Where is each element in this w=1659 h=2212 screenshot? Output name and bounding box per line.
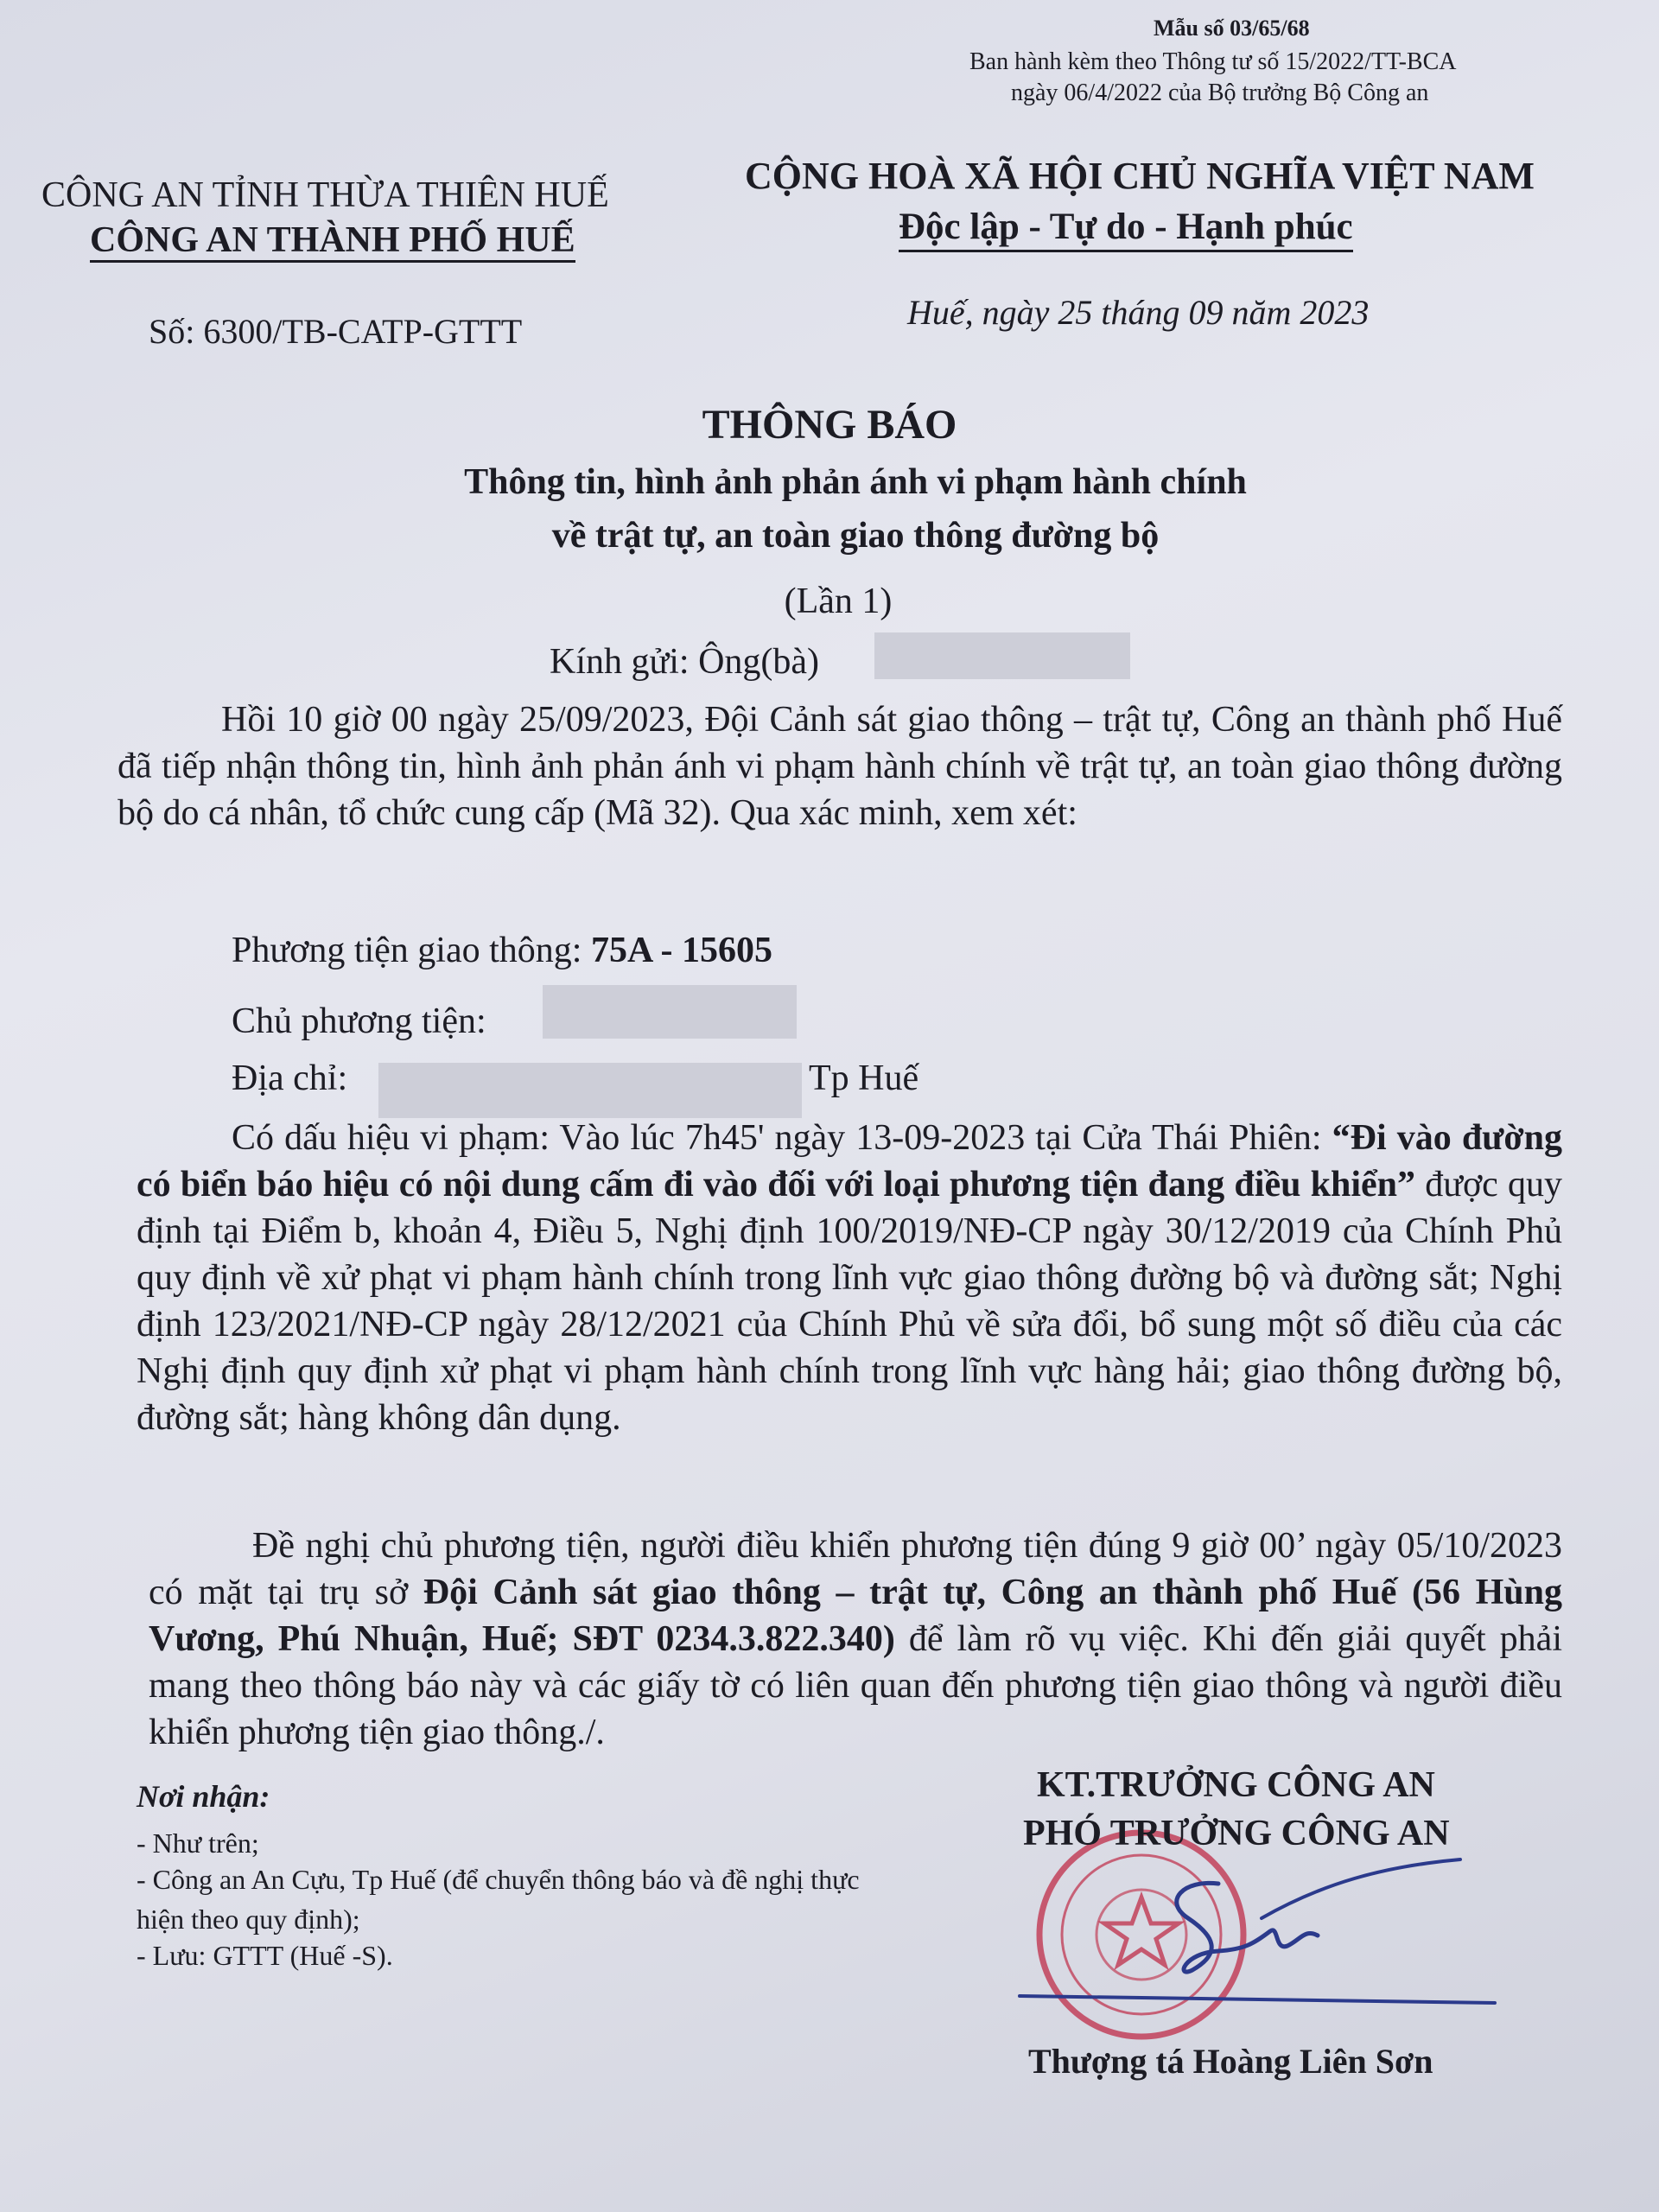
violation-legal-basis: được quy định tại Điểm b, khoản 4, Điều 5, Nghị định 100/2019/NĐ-CP ngày 30/12/2019 của Chính Phủ quy định về xử phạt vi phạm hành chính trong lĩnh vực giao thông đường bộ và đường sắt; Nghị định 123/2021/NĐ-CP ngày 28/12/2021 của Chính Phủ về sửa đổi, bổ sung một số điều của các Nghị định quy định xử phạt vi phạm hành chính trong lĩnh vực hàng hải; giao thông đường bộ, đường sắt; hàng không dân dụng. <box>137 1165 1562 1438</box>
handwritten-signature <box>1011 1849 1529 2022</box>
greeting: Kính gửi: Ông(bà) <box>550 642 820 682</box>
vehicle-label: Phương tiện giao thông: <box>232 931 591 970</box>
vehicle-plate: 75A - 15605 <box>590 931 772 970</box>
recipient-item: - Lưu: GTTT (Huế -S). <box>137 1940 393 1971</box>
notice-round: (Lần 1) <box>784 582 893 621</box>
nation-header: CỘNG HOÀ XÃ HỘI CHỦ NGHĨA VIỆT NAM <box>745 155 1535 197</box>
document-number: Số: 6300/TB-CATP-GTTT <box>149 312 523 351</box>
address-suffix: Tp Huế <box>809 1058 919 1098</box>
signer-name: Thượng tá Hoàng Liên Sơn <box>1028 2042 1433 2081</box>
recipient-item: - Như trên; <box>137 1827 259 1859</box>
redacted-owner <box>543 985 797 1039</box>
signature-title-line1: KT.TRƯỞNG CÔNG AN <box>1037 1765 1435 1805</box>
document-title: THÔNG BÁO <box>702 402 957 448</box>
agency-name-text: CÔNG AN THÀNH PHỐ HUẾ <box>90 220 575 263</box>
document-subtitle-line2: về trật tự, an toàn giao thông đường bộ <box>551 516 1160 556</box>
intro-paragraph: Hồi 10 giờ 00 ngày 25/09/2023, Đội Cảnh sát giao thông – trật tự, Công an thành phố Huế đã tiếp nhận thông tin, hình ảnh phản ánh vi phạm hành chính về trật tự, an toàn giao thông đường bộ do cá nhân, tổ chức cung cấp (Mã 32). Qua xác minh, xem xét: <box>118 700 1562 833</box>
vehicle-field <box>232 930 772 971</box>
violation-description: “Đi vào đường có biển báo hiệu có nội dung cấm đi vào đối với loại phương tiện đang điều khiển” <box>137 1118 1562 1205</box>
request-paragraph <box>149 1522 1562 1756</box>
address-field <box>232 1058 347 1099</box>
signature-title-line2: PHÓ TRƯỞNG CÔNG AN <box>1023 1814 1450 1853</box>
owner-label: Chủ phương tiện: <box>232 1001 486 1041</box>
request-location: Đội Cảnh sát giao thông – trật tự, Công an thành phố Huế (56 Hùng Vương, Phú Nhuận, Huế; SĐT 0234.3.822.340) <box>149 1573 1562 1659</box>
motto: Độc lập - Tự do - Hạnh phúc <box>899 206 1353 252</box>
violation-paragraph <box>137 1115 1562 1441</box>
agency-name <box>90 219 575 261</box>
recipients-title: Nơi nhận: <box>137 1779 270 1814</box>
recipient-item: - Công an An Cựu, Tp Huế (để chuyển thông báo và đề nghị thực hiện theo quy định); <box>137 1864 860 1935</box>
owner-field <box>232 1001 486 1042</box>
address-label: Địa chỉ: <box>232 1058 348 1098</box>
form-issued-date: ngày 06/4/2022 của Bộ trưởng Bộ Công an <box>1011 79 1429 106</box>
place-date: Huế, ngày 25 tháng 09 năm 2023 <box>907 293 1370 332</box>
request-lead: Đề nghị chủ phương tiện, người điều khiển phương tiện đúng 9 giờ 00’ ngày 05/10/2023 có mặt tại trụ sở <box>149 1526 1562 1612</box>
form-number: Mẫu số 03/65/68 <box>1154 16 1310 41</box>
form-issued-by: Ban hành kèm theo Thông tư số 15/2022/TT-BCA <box>969 48 1457 75</box>
violation-lead: Có dấu hiệu vi phạm: Vào lúc 7h45' ngày 13-09-2023 tại Cửa Thái Phiên: <box>232 1118 1332 1158</box>
request-rest: để làm rõ vụ việc. Khi đến giải quyết phải mang theo thông báo này và các giấy tờ có liên quan đến phương tiện giao thông và người điều khiển phương tiện giao thông./. <box>149 1619 1562 1752</box>
redacted-address <box>378 1063 802 1118</box>
redacted-recipient-name <box>874 632 1130 679</box>
document-subtitle-line1: Thông tin, hình ảnh phản ánh vi phạm hành chính <box>464 462 1247 502</box>
agency-parent: CÔNG AN TỈNH THỪA THIÊN HUẾ <box>41 175 609 215</box>
